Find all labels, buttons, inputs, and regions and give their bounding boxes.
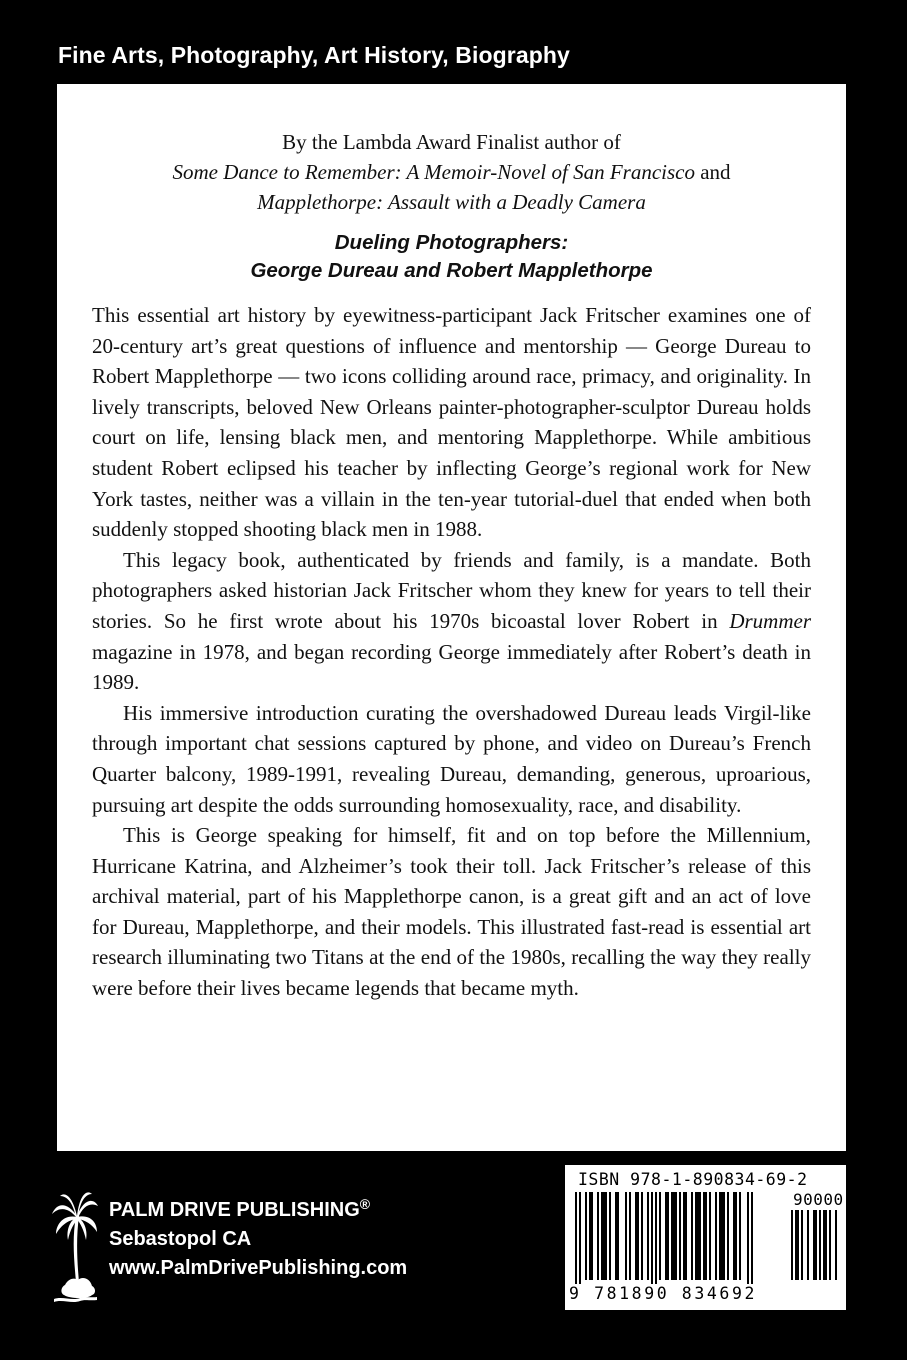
- publisher-url: www.PalmDrivePublishing.com: [109, 1257, 408, 1279]
- blurb-body: [92, 300, 811, 1004]
- intro-block: [92, 127, 811, 217]
- book2-title: Mapplethorpe: Assault with a Deadly Camera: [257, 190, 646, 214]
- publisher-name: PALM DRIVE PUBLISHING: [109, 1199, 360, 1221]
- publisher-city: Sebastopol CA: [109, 1228, 252, 1250]
- addon-barcode-bars: [791, 1210, 841, 1290]
- drummer-title: Drummer: [729, 608, 811, 633]
- intro-line: By the Lambda Award Finalist author of: [282, 130, 621, 154]
- paragraph-4: This is George speaking for himself, fit and on top before the Millennium, Hurricane Katrina, and Alzheimer’s took their toll. Jack Fritscher’s release of this archival material, part of his Mapplethorpe canon, is a great gift and an act of love for Dureau, Mapplethorpe, and their models. This illustrated fast-read is essential art research illuminating two Titans at the end of the 1980s, recalling the way they really were before their lives became legends that became myth.: [92, 823, 811, 1001]
- barcode-bars: [575, 1192, 785, 1290]
- isbn-label: ISBN 978-1-890834-69-2: [578, 1170, 808, 1189]
- publisher-name-line: [109, 1190, 407, 1225]
- paragraph-2a: This legacy book, authenticated by friends and family, is a mandate. Both photographers asked historian Jack Fritscher whom they knew for years to tell their stories. So he first wrote about his 1970s bicoastal lover Robert in: [92, 547, 811, 633]
- ean-digits: 9 781890 834692: [569, 1284, 758, 1303]
- intro-and: and: [694, 160, 731, 184]
- isbn-barcode: [565, 1165, 846, 1310]
- registered-mark: ®: [359, 1196, 371, 1212]
- paragraph-2: [92, 545, 811, 698]
- heading-line2: George Dureau and Robert Mapplethorpe: [250, 259, 653, 282]
- intro-book1-line: [92, 157, 811, 187]
- book-title-heading: [92, 229, 811, 285]
- back-cover-panel: [57, 84, 846, 1151]
- category-line: Fine Arts, Photography, Art History, Biography: [58, 42, 570, 68]
- heading-line1: Dueling Photographers:: [334, 231, 569, 254]
- paragraph-1: This essential art history by eyewitness-participant Jack Fritscher examines one of 20-century art’s great questions of influence and mentorship — George Dureau to Robert Mapplethorpe — two icons colliding around race, primacy, and originality. In lively transcripts, beloved New Orleans painter-photographer-sculptor Dureau holds court on life, lensing black men, and mentoring Mapplethorpe. While ambitious student Robert eclipsed his teacher by inflecting George’s regional work for New York tastes, neither was a villain in the ten-year tutorial-duel that ended when both suddenly stopped shooting black men in 1988.: [92, 303, 811, 542]
- paragraph-2b: magazine in 1978, and began recording George immediately after Robert’s death in 1989.: [92, 639, 811, 695]
- publisher-text: [109, 1190, 407, 1283]
- price-code: 90000: [793, 1190, 844, 1209]
- book1-title: Some Dance to Remember: A Memoir-Novel of San Francisco: [172, 160, 695, 184]
- paragraph-3: His immersive introduction curating the overshadowed Dureau leads Virgil-like through important chat sessions captured by phone, and video on Dureau’s French Quarter balcony, 1989-1991, revealing Dureau, demanding, generous, uproarious, pursuing art despite the odds surrounding homosexuality, race, and disability.: [92, 700, 811, 817]
- palm-tree-icon: [52, 1190, 98, 1305]
- publisher-block: [52, 1190, 452, 1310]
